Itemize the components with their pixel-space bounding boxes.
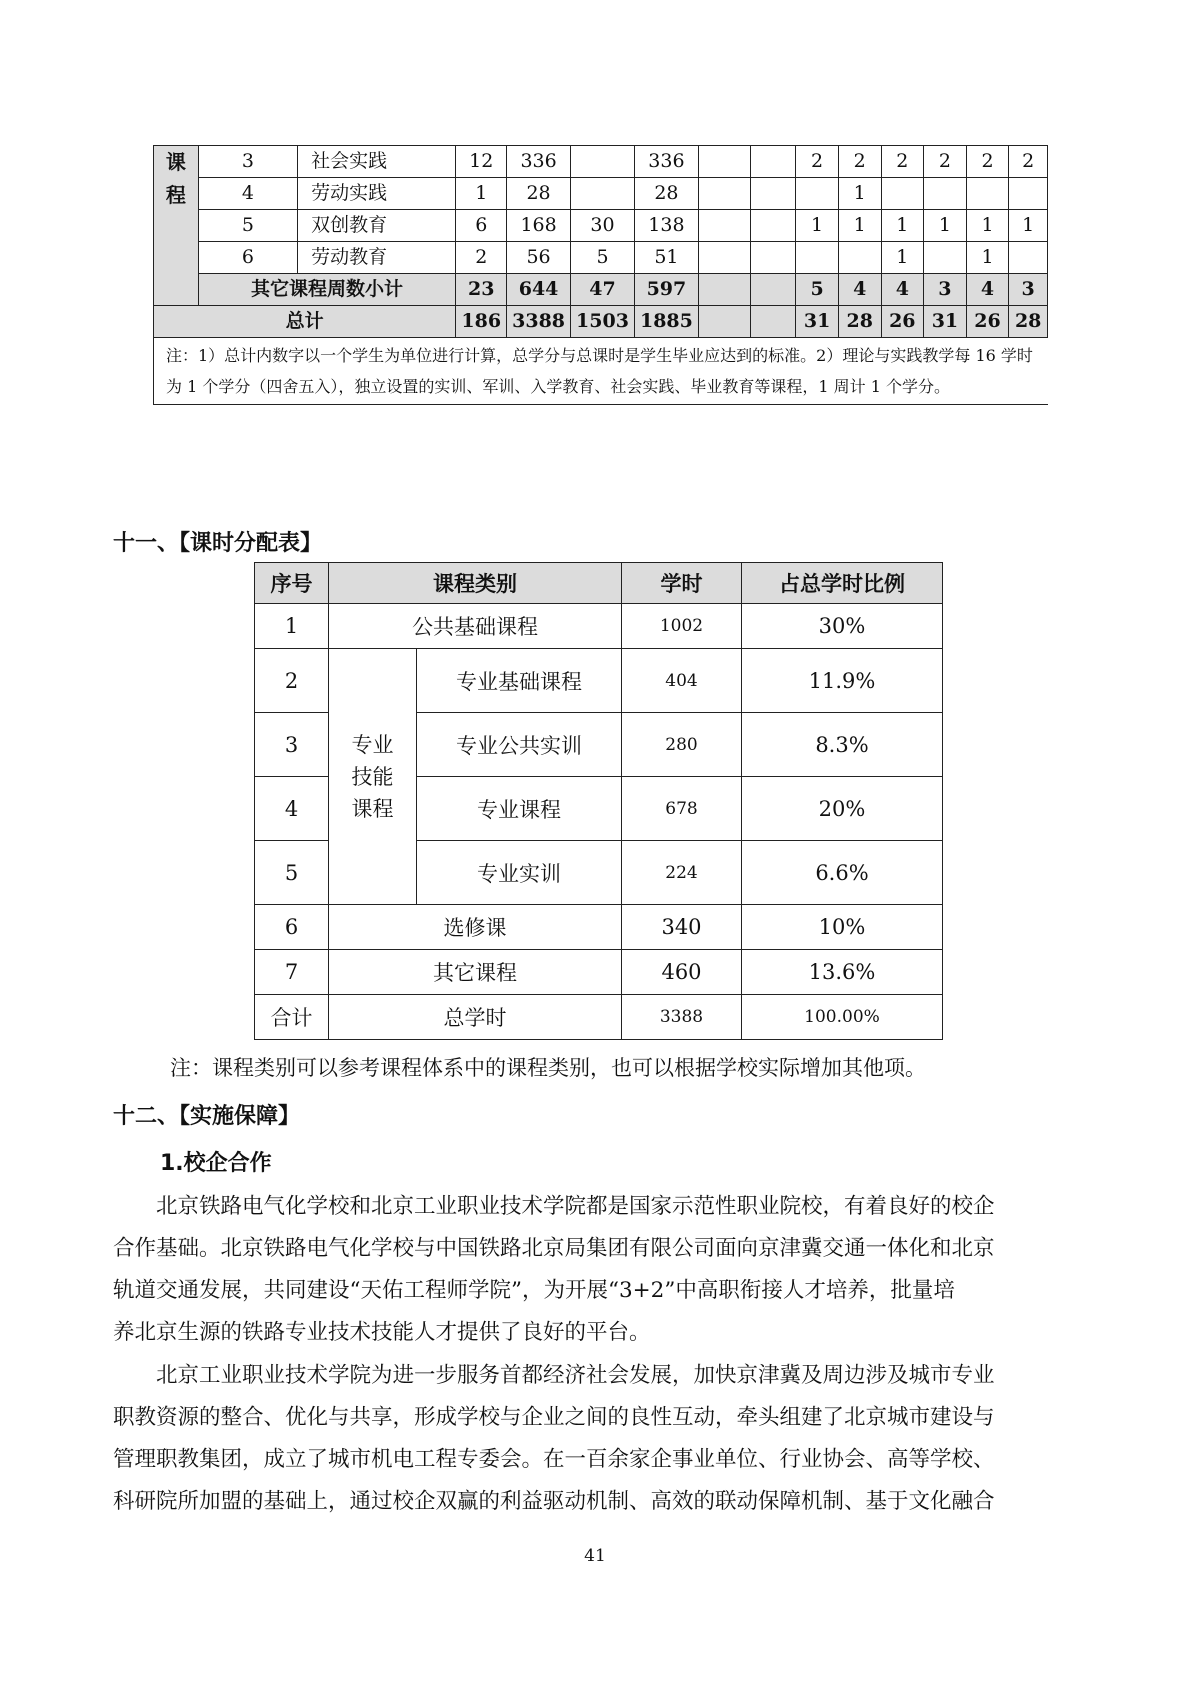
table-row [154,210,1048,242]
credits-cell: 12 [456,146,507,178]
semester-cell: 2 [924,146,967,178]
empty-cell [698,274,750,306]
empty-cell [698,210,750,242]
category-cell: 公共基础课程 [329,604,622,649]
hours-cell: 1002 [622,604,742,649]
hours-cell: 678 [622,777,742,841]
hours-cell: 224 [622,841,742,905]
table-row [154,242,1048,274]
theory-cell: 1503 [571,306,635,338]
page-number: 41 [584,1546,606,1566]
empty-cell [750,178,796,210]
semester-cell [924,242,967,274]
semester-cell: 2 [838,146,881,178]
row-number: 2 [255,649,329,713]
course-hours-table [153,145,1048,405]
row-number: 5 [255,841,329,905]
hours-cell: 336 [507,146,571,178]
table-row [255,995,943,1040]
semester-cell [838,242,881,274]
semester-cell: 4 [881,274,924,306]
theory-cell [571,178,635,210]
subtotal-row [154,274,1048,306]
category-cell: 总学时 [329,995,622,1040]
credits-cell: 1 [456,178,507,210]
semester-cell: 28 [1009,306,1048,338]
theory-cell: 5 [571,242,635,274]
semester-cell: 28 [838,306,881,338]
table-row [255,649,943,713]
ratio-cell: 6.6% [742,841,943,905]
section-heading-11: 十一、【课时分配表】 [113,531,323,556]
empty-cell [750,306,796,338]
paragraph-line: 北京铁路电气化学校和北京工业职业技术学院都是国家示范性职业院校，有着良好的校企 [156,1194,995,1219]
empty-cell [698,178,750,210]
row-number: 4 [255,777,329,841]
row-number: 5 [198,210,297,242]
semester-cell [1009,242,1048,274]
ratio-cell: 30% [742,604,943,649]
hours-cell: 644 [507,274,571,306]
semester-cell: 1 [966,210,1009,242]
hours-cell: 3388 [622,995,742,1040]
empty-cell [750,210,796,242]
paragraph-line: 北京工业职业技术学院为进一步服务首都经济社会发展，加快京津冀及周边涉及城市专业 [156,1363,995,1388]
row-number: 1 [255,604,329,649]
semester-cell: 26 [881,306,924,338]
hours-cell: 28 [507,178,571,210]
table-row [255,950,943,995]
practice-cell: 51 [634,242,698,274]
semester-cell: 31 [924,306,967,338]
empty-cell [698,306,750,338]
row-number: 6 [255,905,329,950]
hours-cell: 404 [622,649,742,713]
row-number: 7 [255,950,329,995]
semester-cell: 1 [796,210,839,242]
row-number: 3 [255,713,329,777]
ratio-cell: 10% [742,905,943,950]
semester-cell [966,178,1009,210]
category-cell: 专业公共实训 [417,713,622,777]
header-hours: 学时 [622,563,742,604]
semester-cell [924,178,967,210]
group-label-cell: 专业 技能 课程 [329,649,417,905]
semester-cell: 1 [838,210,881,242]
hours-cell: 3388 [507,306,571,338]
course-name: 社会实践 [298,146,456,178]
category-cell: 专业实训 [417,841,622,905]
semester-cell: 3 [1009,274,1048,306]
header-ratio: 占总学时比例 [742,563,943,604]
credits-cell: 2 [456,242,507,274]
paragraph-line: 管理职教集团，成立了城市机电工程专委会。在一百余家企事业单位、行业协会、高等学校、 [113,1447,995,1472]
credits-cell: 6 [456,210,507,242]
semester-cell: 1 [881,210,924,242]
theory-cell [571,146,635,178]
theory-cell: 47 [571,274,635,306]
semester-cell: 1 [924,210,967,242]
paragraph-line: 合作基础。北京铁路电气化学校与中国铁路北京局集团有限公司面向京津冀交通一体化和北京 [113,1236,995,1261]
ratio-cell: 8.3% [742,713,943,777]
subtotal-label: 其它课程周数小计 [198,274,456,306]
category-cell: 选修课 [329,905,622,950]
semester-cell: 1 [966,242,1009,274]
semester-cell: 2 [966,146,1009,178]
practice-cell: 1885 [634,306,698,338]
header-category: 课程类别 [329,563,622,604]
table-row [154,178,1048,210]
empty-cell [750,274,796,306]
ratio-cell: 13.6% [742,950,943,995]
semester-cell: 2 [1009,146,1048,178]
paragraph-line: 轨道交通发展，共同建设“天佑工程师学院”，为开展“3+2”中高职衔接人才培养，批量培 [113,1278,955,1303]
empty-cell [750,146,796,178]
hours-cell: 56 [507,242,571,274]
semester-cell [796,178,839,210]
total-row [154,306,1048,338]
semester-cell [796,242,839,274]
semester-cell: 2 [796,146,839,178]
hours-distribution-table [254,562,943,1040]
practice-cell: 138 [634,210,698,242]
semester-cell: 26 [966,306,1009,338]
semester-cell: 1 [1009,210,1048,242]
ratio-cell: 20% [742,777,943,841]
theory-cell: 30 [571,210,635,242]
paragraph-1 [113,1186,1083,1354]
row-number: 3 [198,146,297,178]
empty-cell [698,146,750,178]
practice-cell: 597 [634,274,698,306]
semester-cell [881,178,924,210]
category-cell: 专业课程 [417,777,622,841]
semester-cell: 31 [796,306,839,338]
empty-cell [750,242,796,274]
semester-cell: 5 [796,274,839,306]
practice-cell: 28 [634,178,698,210]
section-heading-12: 十二、【实施保障】 [113,1104,301,1129]
course-name: 劳动实践 [298,178,456,210]
hours-cell: 460 [622,950,742,995]
credits-cell: 186 [456,306,507,338]
semester-cell: 3 [924,274,967,306]
paragraph-line: 职教资源的整合、优化与共享，形成学校与企业之间的良性互动，牵头组建了北京城市建设与 [113,1405,995,1430]
row-number: 4 [198,178,297,210]
ratio-cell: 100.00% [742,995,943,1040]
semester-cell: 2 [881,146,924,178]
note-row [154,338,1048,405]
table-header-row [255,563,943,604]
hours-cell: 280 [622,713,742,777]
total-label: 总计 [154,306,456,338]
semester-cell [1009,178,1048,210]
semester-cell: 4 [838,274,881,306]
hours-cell: 340 [622,905,742,950]
table-row [255,604,943,649]
paragraph-line: 科研院所加盟的基础上，通过校企双赢的利益驱动机制、高效的联动保障机制、基于文化融合 [113,1489,995,1514]
subsection-heading: 1.校企合作 [160,1151,272,1176]
semester-cell: 1 [838,178,881,210]
semester-cell: 1 [881,242,924,274]
row-number: 合计 [255,995,329,1040]
paragraph-line: 养北京生源的铁路专业技术技能人才提供了良好的平台。 [113,1320,651,1345]
semester-cell: 4 [966,274,1009,306]
empty-cell [698,242,750,274]
table-row [255,905,943,950]
distribution-table-note: 注：课程类别可以参考课程体系中的课程类别，也可以根据学校实际增加其他项。 [170,1056,926,1080]
category-cell: 专业基础课程 [417,649,622,713]
row-number: 6 [198,242,297,274]
practice-cell: 336 [634,146,698,178]
course-name: 双创教育 [298,210,456,242]
header-number: 序号 [255,563,329,604]
ratio-cell: 11.9% [742,649,943,713]
hours-cell: 168 [507,210,571,242]
credits-cell: 23 [456,274,507,306]
table-note: 注：1）总计内数字以一个学生为单位进行计算，总学分与总课时是学生毕业应达到的标准。2）理论与实践教学每 16 学时为 1 个学分（四舍五入），独立设置的实训、军训、入学教育、社会实践、毕业教育等课程，1 周计 1 个学分。 [154,338,1048,405]
category-side-label: 课 程 [154,146,199,306]
category-cell: 其它课程 [329,950,622,995]
course-name: 劳动教育 [298,242,456,274]
table-row [154,146,1048,178]
paragraph-2 [113,1355,1083,1523]
